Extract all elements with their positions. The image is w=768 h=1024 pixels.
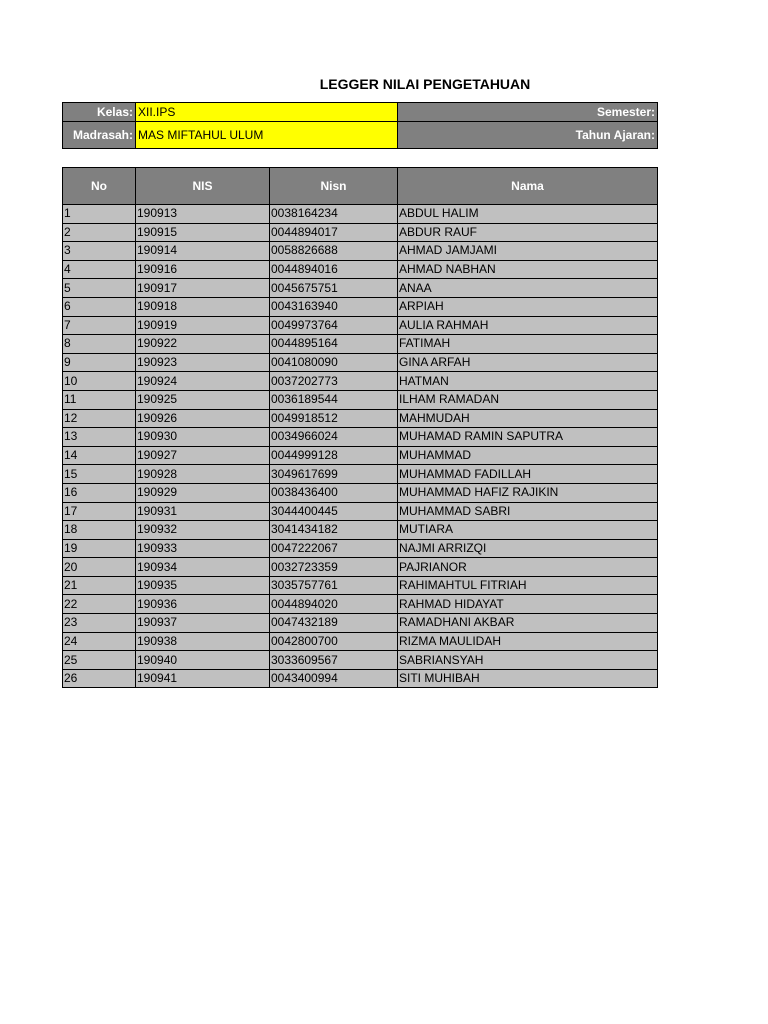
cell-no[interactable]: 23 [63,614,136,633]
cell-nisn[interactable]: 0036189544 [270,390,398,409]
cell-no[interactable]: 13 [63,428,136,447]
cell-nisn[interactable]: 0044894017 [270,223,398,242]
cell-no[interactable]: 16 [63,483,136,502]
table-row [63,595,658,614]
cell-nama[interactable]: ILHAM RAMADAN [398,390,658,409]
table-row [63,205,658,224]
cell-nisn[interactable]: 0037202773 [270,372,398,391]
cell-nama[interactable]: RAMADHANI AKBAR [398,614,658,633]
table-row [63,428,658,447]
table-row [63,502,658,521]
cell-nisn[interactable]: 0042800700 [270,632,398,651]
cell-nis[interactable]: 190937 [136,614,270,633]
kelas-label: Kelas: [63,103,136,122]
cell-nisn[interactable]: 0047432189 [270,614,398,633]
table-row [63,651,658,670]
cell-nisn[interactable]: 3044400445 [270,502,398,521]
cell-no[interactable]: 21 [63,576,136,595]
cell-nis[interactable]: 190918 [136,297,270,316]
cell-nama[interactable]: MAHMUDAH [398,409,658,428]
cell-no[interactable]: 17 [63,502,136,521]
cell-no[interactable]: 9 [63,353,136,372]
cell-nis[interactable]: 190923 [136,353,270,372]
cell-nis[interactable]: 190913 [136,205,270,224]
cell-no[interactable]: 8 [63,335,136,354]
cell-no[interactable]: 25 [63,651,136,670]
cell-nis[interactable]: 190932 [136,521,270,540]
cell-no[interactable]: 26 [63,669,136,688]
table-row [63,335,658,354]
cell-no[interactable]: 3 [63,242,136,261]
cell-nis[interactable]: 190919 [136,316,270,335]
table-row [63,483,658,502]
cell-no[interactable]: 7 [63,316,136,335]
cell-no[interactable]: 11 [63,390,136,409]
table-row [63,390,658,409]
table-row [63,558,658,577]
cell-nis[interactable]: 190922 [136,335,270,354]
cell-nisn[interactable]: 3041434182 [270,521,398,540]
cell-no[interactable]: 14 [63,446,136,465]
cell-nis[interactable]: 190917 [136,279,270,298]
cell-nisn[interactable]: 0045675751 [270,279,398,298]
table-row [63,576,658,595]
table-row [63,632,658,651]
cell-nis[interactable]: 190940 [136,651,270,670]
cell-nama[interactable]: AHMAD JAMJAMI [398,242,658,261]
cell-nis[interactable]: 190930 [136,428,270,447]
table-row [63,223,658,242]
madrasah-value[interactable]: MAS MIFTAHUL ULUM [136,122,398,149]
table-row [63,446,658,465]
cell-no[interactable]: 15 [63,465,136,484]
cell-nis[interactable]: 190933 [136,539,270,558]
cell-nisn[interactable]: 0032723359 [270,558,398,577]
cell-nama[interactable]: ABDUL HALIM [398,205,658,224]
cell-nama[interactable]: ARPIAH [398,297,658,316]
cell-no[interactable]: 1 [63,205,136,224]
cell-nama[interactable]: MUHAMMAD SABRI [398,502,658,521]
cell-nisn[interactable]: 0058826688 [270,242,398,261]
cell-nis[interactable]: 190926 [136,409,270,428]
madrasah-label: Madrasah: [63,122,136,149]
cell-nama[interactable]: SITI MUHIBAH [398,669,658,688]
cell-no[interactable]: 19 [63,539,136,558]
cell-no[interactable]: 2 [63,223,136,242]
cell-nisn[interactable]: 0034966024 [270,428,398,447]
table-row [63,316,658,335]
page-title: LEGGER NILAI PENGETAHUAN [319,76,531,92]
table-row [63,297,658,316]
header-nisn: Nisn [270,168,398,205]
cell-nama[interactable]: MUHAMMAD FADILLAH [398,465,658,484]
cell-nis[interactable]: 190938 [136,632,270,651]
cell-nis[interactable]: 190934 [136,558,270,577]
header-nama: Nama [398,168,658,205]
cell-nama[interactable]: FATIMAH [398,335,658,354]
cell-nis[interactable]: 190936 [136,595,270,614]
cell-nisn[interactable]: 0038164234 [270,205,398,224]
semester-label: Semester: [398,103,658,122]
table-row [63,539,658,558]
cell-nis[interactable]: 190927 [136,446,270,465]
cell-nisn[interactable]: 0043163940 [270,297,398,316]
cell-nama[interactable]: AHMAD NABHAN [398,260,658,279]
table-row [63,614,658,633]
table-row [63,353,658,372]
cell-nama[interactable]: SABRIANSYAH [398,651,658,670]
cell-nama[interactable]: GINA ARFAH [398,353,658,372]
table-row [63,521,658,540]
cell-nisn[interactable]: 3035757761 [270,576,398,595]
cell-nama[interactable]: MUHAMAD RAMIN SAPUTRA [398,428,658,447]
cell-no[interactable]: 12 [63,409,136,428]
cell-nisn[interactable]: 3033609567 [270,651,398,670]
cell-no[interactable]: 18 [63,521,136,540]
table-row [63,260,658,279]
table-row [63,242,658,261]
cell-nisn[interactable]: 0049918512 [270,409,398,428]
info-row-kelas [63,103,658,122]
cell-nisn[interactable]: 0047222067 [270,539,398,558]
cell-nama[interactable]: MUHAMMAD [398,446,658,465]
cell-nis[interactable]: 190935 [136,576,270,595]
cell-no[interactable]: 5 [63,279,136,298]
table-row [63,409,658,428]
cell-nisn[interactable]: 0044894020 [270,595,398,614]
cell-nisn[interactable]: 0038436400 [270,483,398,502]
tahun-ajaran-label: Tahun Ajaran: [398,122,658,149]
cell-nama[interactable]: NAJMI ARRIZQI [398,539,658,558]
header-row [63,168,658,205]
cell-nis[interactable]: 190941 [136,669,270,688]
header-no: No [63,168,136,205]
cell-nisn[interactable]: 0044895164 [270,335,398,354]
cell-nama[interactable]: RAHIMAHTUL FITRIAH [398,576,658,595]
header-nis: NIS [136,168,270,205]
cell-nama[interactable]: RAHMAD HIDAYAT [398,595,658,614]
cell-nama[interactable]: ANAA [398,279,658,298]
cell-nisn[interactable]: 0041080090 [270,353,398,372]
cell-nama[interactable]: ABDUR RAUF [398,223,658,242]
cell-nis[interactable]: 190929 [136,483,270,502]
cell-nis[interactable]: 190916 [136,260,270,279]
cell-nama[interactable]: RIZMA MAULIDAH [398,632,658,651]
cell-nis[interactable]: 190928 [136,465,270,484]
cell-nama[interactable]: MUTIARA [398,521,658,540]
cell-no[interactable]: 22 [63,595,136,614]
cell-nama[interactable]: MUHAMMAD HAFIZ RAJIKIN [398,483,658,502]
info-row-madrasah [63,122,658,149]
table-row [63,465,658,484]
cell-nisn[interactable]: 0043400994 [270,669,398,688]
cell-nis[interactable]: 190924 [136,372,270,391]
cell-nama[interactable]: PAJRIANOR [398,558,658,577]
cell-nis[interactable]: 190925 [136,390,270,409]
cell-no[interactable]: 10 [63,372,136,391]
cell-nisn[interactable]: 3049617699 [270,465,398,484]
cell-nisn[interactable]: 0044894016 [270,260,398,279]
table-row [63,372,658,391]
info-table [62,102,658,149]
kelas-value[interactable]: XII.IPS [136,103,398,122]
cell-nis[interactable]: 190915 [136,223,270,242]
cell-nisn[interactable]: 0049973764 [270,316,398,335]
cell-no[interactable]: 4 [63,260,136,279]
cell-nisn[interactable]: 0044999128 [270,446,398,465]
cell-nis[interactable]: 190914 [136,242,270,261]
table-row [63,279,658,298]
cell-nama[interactable]: HATMAN [398,372,658,391]
table-row [63,669,658,688]
cell-nama[interactable]: AULIA RAHMAH [398,316,658,335]
cell-nis[interactable]: 190931 [136,502,270,521]
legger-table [62,167,658,688]
cell-no[interactable]: 24 [63,632,136,651]
cell-no[interactable]: 20 [63,558,136,577]
cell-no[interactable]: 6 [63,297,136,316]
